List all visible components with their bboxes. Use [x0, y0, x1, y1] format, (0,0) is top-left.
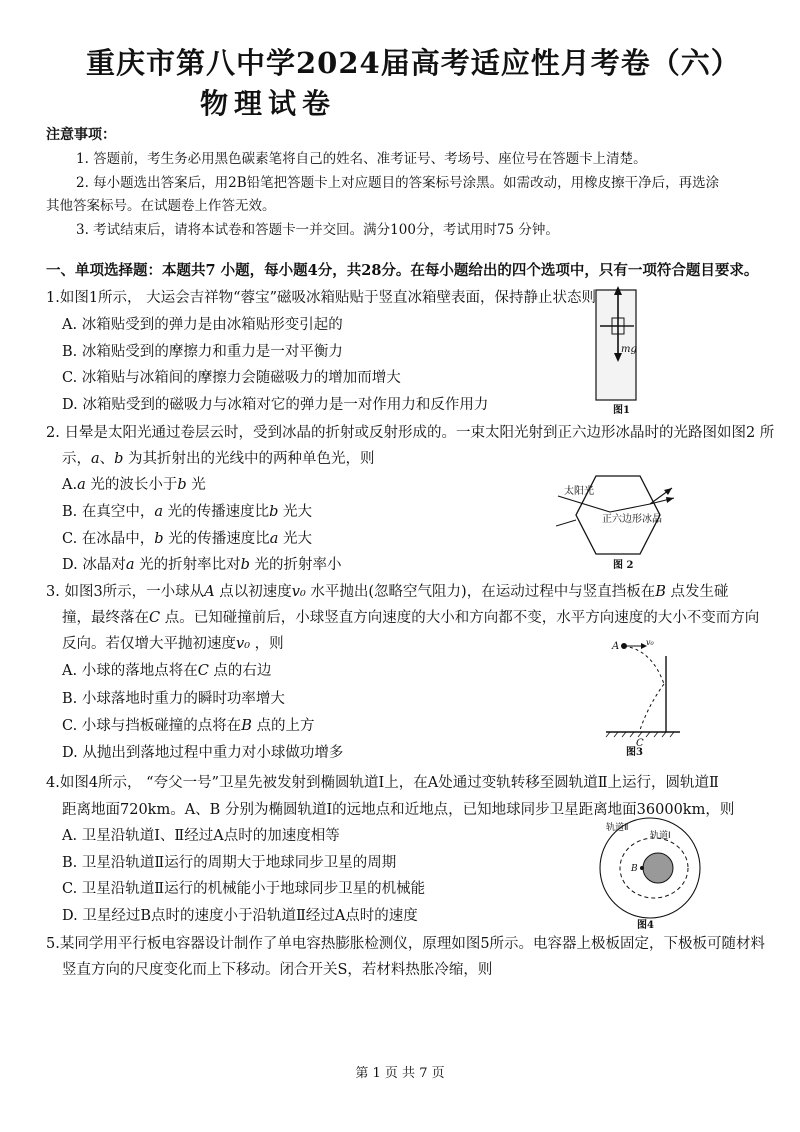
figure-2-ice-crystal: [556, 470, 676, 570]
notice-item-2: 2. 每小题选出答案后，用2B铅笔把答题卡上对应题目的答案标号涂黑。如需改动，用橡皮擦干净后，再选涂: [76, 175, 720, 191]
figure-4-caption: 图4: [637, 920, 654, 931]
q2-stem-line2: [62, 451, 375, 468]
q3-stem-line3: [62, 636, 284, 653]
q4-stem-line1: 4.如图4所示， “夸父一号”卫星先被发射到椭圆轨道Ⅰ上，在A处通过变轨转移至圆轨道Ⅱ上运行，圆轨道Ⅱ: [46, 775, 719, 791]
figure-3-label-v0: v₀: [646, 638, 654, 647]
figure-3-projectile: [600, 636, 690, 756]
notice-item-1: 1. 答题前，考生务必用黑色碳素笔将自己的姓名、准考证号、考场号、座位号在答题卡上清楚。: [76, 151, 647, 167]
q2-option-c: [62, 531, 312, 548]
q2-d-text: 光的折射率小: [249, 557, 342, 573]
q3-text: 反向。若仅增大平抛初速度: [62, 636, 236, 652]
q3-symbol-B: B: [655, 584, 666, 600]
notice-item-2-cont: 其他答案标号。在试题卷上作答无效。: [46, 198, 276, 214]
figure-3-label-C: C: [636, 738, 644, 749]
figure-2-label-crystal: 正六边形冰晶: [602, 514, 662, 525]
q2-symbol-b: b: [114, 451, 124, 467]
q2-b-text: B. 在真空中，: [62, 504, 155, 520]
notice-item-3: 3. 考试结束后，请将本试卷和答题卡一并交回。满分100分，考试用时75 分钟。: [76, 222, 559, 238]
q3-text: 点。已知碰撞前后，小球竖直方向速度的大小和方向都不变，水平方向速度的大小不变而方向: [160, 610, 760, 626]
q2-text: 为其折射出的光线中的两种单色光，则: [123, 451, 375, 467]
q1-option-d: D. 冰箱贴受到的磁吸力与冰箱对它的弹力是一对作用力和反作用力: [62, 397, 489, 413]
q3-stem-line1: [46, 584, 728, 601]
q2-c-text: C. 在冰晶中，: [62, 531, 155, 547]
q3-a-text: A. 小球的落地点将在: [62, 663, 198, 679]
figure-3-label-A: A: [612, 641, 620, 652]
q2-d-text: 光的折射率比对: [134, 557, 241, 573]
notice-heading: 注意事项：: [46, 127, 116, 143]
figure-1-caption: 图1: [613, 405, 630, 416]
q1-option-c: C. 冰箱贴与冰箱间的摩擦力会随磁吸力的增加而增大: [62, 370, 401, 386]
q2-symbol-b: b: [240, 557, 250, 573]
page-number: 第 1 页 共 7 页: [355, 1066, 445, 1081]
q3-a-text: 点的右边: [208, 663, 272, 679]
q3-option-d: D. 从抛出到落地过程中重力对小球做功增多: [62, 745, 344, 761]
q2-separator: 、: [99, 451, 115, 467]
q1-option-a: A. 冰箱贴受到的弹力是由冰箱贴形变引起的: [62, 317, 343, 333]
q4-option-a: A. 卫星沿轨道Ⅰ、Ⅱ经过A点时的加速度相等: [62, 828, 340, 844]
q1-option-b: B. 冰箱贴受到的摩擦力和重力是一对平衡力: [62, 344, 343, 360]
figure-4-label-B: B: [631, 864, 638, 874]
q3-option-b: B. 小球落地时重力的瞬时功率增大: [62, 691, 285, 707]
q2-b-text: 光大: [278, 504, 313, 520]
q2-symbol-a: a: [91, 451, 100, 467]
figure-1-label-mg: mg: [621, 344, 637, 355]
q4-option-d: D. 卫星经过B点时的速度小于沿轨道Ⅱ经过A点时的速度: [62, 908, 418, 924]
figure-4-label-orbit-1: 轨道Ⅰ: [650, 831, 671, 841]
q5-stem-line1: 5.某同学用平行板电容器设计制作了单电容热膨胀检测仪，原理如图5所示。电容器上极板固定，下极板可随材料: [46, 936, 766, 952]
q3-text: 3. 如图3所示，一小球从: [46, 584, 205, 600]
section-heading: 一、单项选择题：本题共7 小题，每小题4分，共28分。在每小题给出的四个选项中，只有一项符合题目要求。: [46, 262, 759, 279]
q2-text: 示，: [62, 451, 91, 467]
q2-option-b: [62, 504, 312, 521]
q2-symbol-a: a: [269, 531, 279, 547]
q3-option-a: [62, 663, 271, 680]
q3-text: ，则: [250, 636, 284, 652]
q2-stem-line1: 2. 日晕是太阳光通过卷层云时，受到冰晶的折射或反射形成的。一束太阳光射到正六边形冰晶时的光路图如图2 所: [46, 425, 775, 441]
q2-b-text: 光的传播速度比: [163, 504, 270, 520]
q3-stem-line2: [62, 610, 759, 627]
figure-2-label-sunlight: 太阳光: [564, 486, 594, 497]
q3-text: 点发生碰: [665, 584, 729, 600]
q2-symbol-a: a: [125, 557, 135, 573]
subject-title: 物理试卷: [200, 87, 337, 120]
figure-4-orbits: [588, 812, 708, 924]
q2-symbol-b: b: [269, 504, 279, 520]
q5-stem-line2: 竖直方向的尺度变化而上下移动。闭合开关S，若材料热胀冷缩，则: [62, 962, 493, 978]
q3-option-c: [62, 718, 315, 735]
q3-symbol-v0: v₀: [291, 584, 306, 600]
q2-c-text: 光大: [278, 531, 312, 547]
q2-symbol-b: b: [177, 477, 187, 493]
q1-stem: 1.如图1所示， 大运会吉祥物“蓉宝”磁吸冰箱贴贴于竖直冰箱壁表面，保持静止状态则: [46, 290, 596, 306]
q2-option-a: [62, 477, 206, 494]
q2-symbol-a: a: [77, 477, 86, 493]
q3-c-text: 点的上方: [251, 718, 315, 734]
q3-text: 撞，最终落在: [62, 610, 149, 626]
q2-a-text: 光的波长小于: [85, 477, 178, 493]
q2-d-text: D. 冰晶对: [62, 557, 126, 573]
q2-c-text: 光的传播速度比: [163, 531, 270, 547]
figure-4-label-orbit-2: 轨道Ⅱ: [606, 823, 629, 833]
q3-symbol-B: B: [241, 718, 252, 734]
q2-symbol-a: a: [154, 504, 164, 520]
q2-symbol-b: b: [154, 531, 164, 547]
figure-2-caption: 图 2: [613, 560, 634, 571]
q3-c-text: C. 小球与挡板碰撞的点将在: [62, 718, 242, 734]
q2-option-d: [62, 557, 342, 574]
q4-option-b: B. 卫星沿轨道Ⅱ运行的周期大于地球同步卫星的周期: [62, 855, 397, 871]
q2-a-text: 光: [186, 477, 206, 493]
q3-text: 水平抛出(忽略空气阻力)，在运动过程中与竖直挡板在: [305, 584, 656, 600]
q2-a-text: A.: [62, 477, 78, 493]
q3-symbol-C: C: [197, 663, 209, 679]
figure-3-caption: 图3: [626, 747, 643, 758]
q4-stem-line2: 距离地面720km。A、B 分别为椭圆轨道Ⅰ的远地点和近地点，已知地球同步卫星距离地面36000km，则: [62, 802, 735, 818]
q4-option-c: C. 卫星沿轨道Ⅱ运行的机械能小于地球同步卫星的机械能: [62, 881, 426, 897]
q3-symbol-A: A: [204, 584, 215, 600]
q3-symbol-v0: v₀: [236, 636, 251, 652]
exam-title: 重庆市第八中学2024届高考适应性月考卷（六）: [86, 46, 741, 80]
q3-symbol-C: C: [149, 610, 161, 626]
q3-text: 点以初速度: [214, 584, 292, 600]
